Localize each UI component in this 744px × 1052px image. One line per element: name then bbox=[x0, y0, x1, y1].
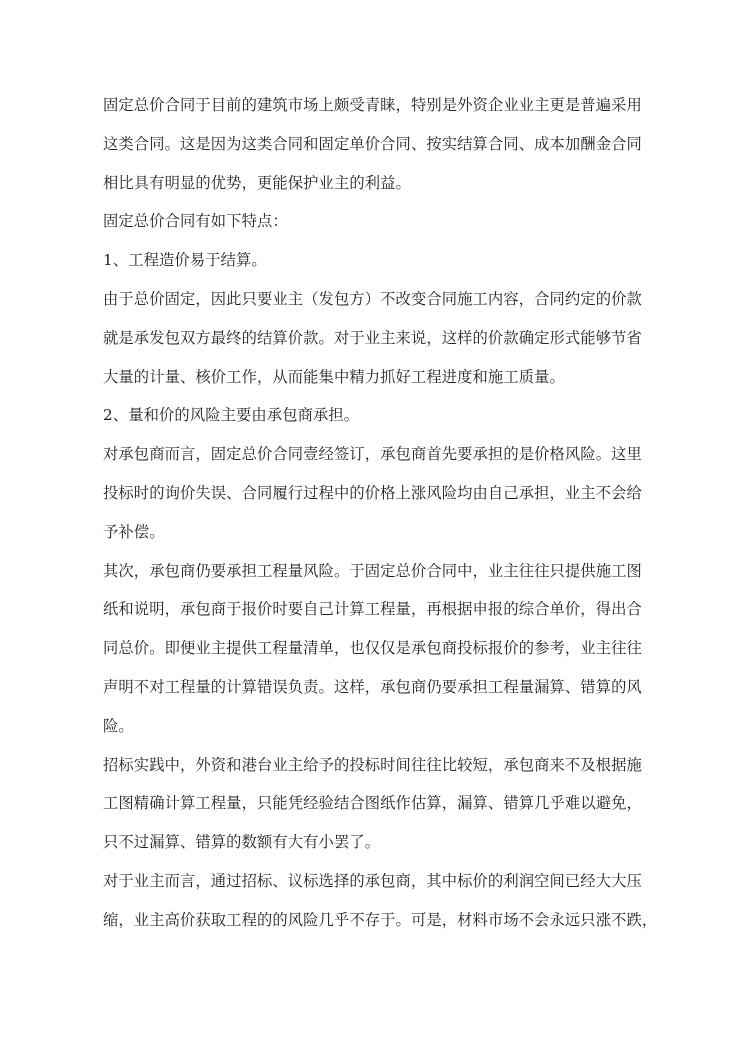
text-line: 缩，业主高价获取工程的的风险几乎不存于。可是，材料市场不会永远只涨不跌， bbox=[103, 910, 658, 929]
text-line: 固定总价合同于目前的建筑市场上颇受青睐，特别是外资企业业主更是普遍采用 bbox=[103, 96, 642, 114]
text-line: 对承包商而言，固定总价合同壹经签订，承包商首先要承担的是价格风险。这里 bbox=[103, 445, 642, 464]
text-line: 其次，承包商仍要承担工程量风险。于固定总价合同中，业主往往只提供施工图 bbox=[103, 561, 642, 580]
text-line: 只不过漏算、错算的数额有大有小罢了。 bbox=[103, 833, 381, 852]
text-line: 投标时的询价失误、合同履行过程中的价格上涨风险均由自己承担，业主不会给 bbox=[103, 483, 642, 502]
text-line: 就是承发包双方最终的结算价款。对于业主来说，这样的价款确定形式能够节省 bbox=[103, 328, 642, 347]
text-line: 由于总价固定，因此只要业主（发包方）不改变合同施工内容，合同约定的价款 bbox=[103, 289, 642, 308]
text-line: 固定总价合同有如下特点： bbox=[103, 212, 288, 231]
text-line: 2、量和价的风险主要由承包商承担。 bbox=[103, 406, 360, 425]
text-line: 相比具有明显的优势，更能保护业主的利益。 bbox=[103, 173, 411, 192]
text-line: 予补偿。 bbox=[103, 522, 165, 541]
text-line: 大量的计量、核价工作，从而能集中精力抓好工程进度和施工质量。 bbox=[103, 367, 565, 386]
text-line: 工图精确计算工程量，只能凭经验结合图纸作估算，漏算、错算几乎难以避免， bbox=[103, 794, 642, 813]
text-line: 对于业主而言，通过招标、议标选择的承包商，其中标价的利润空间已经大大压 bbox=[103, 871, 642, 890]
text-line: 纸和说明，承包商于报价时要自己计算工程量，再根据申报的综合单价，得出合 bbox=[103, 600, 642, 619]
text-line: 这类合同。这是因为这类合同和固定单价合同、按实结算合同、成本加酬金合同 bbox=[103, 134, 642, 153]
text-line: 险。 bbox=[103, 716, 134, 735]
text-block bbox=[103, 86, 658, 940]
text-line: 同总价。即便业主提供工程量清单，也仅仅是承包商投标报价的参考，业主往往 bbox=[103, 639, 642, 658]
text-line: 招标实践中，外资和港台业主给予的投标时间往往比较短，承包商来不及根据施 bbox=[103, 755, 642, 774]
text-line: 1、工程造价易于结算。 bbox=[103, 251, 267, 270]
text-line: 声明不对工程量的计算错误负责。这样，承包商仍要承担工程量漏算、错算的风 bbox=[103, 677, 642, 696]
